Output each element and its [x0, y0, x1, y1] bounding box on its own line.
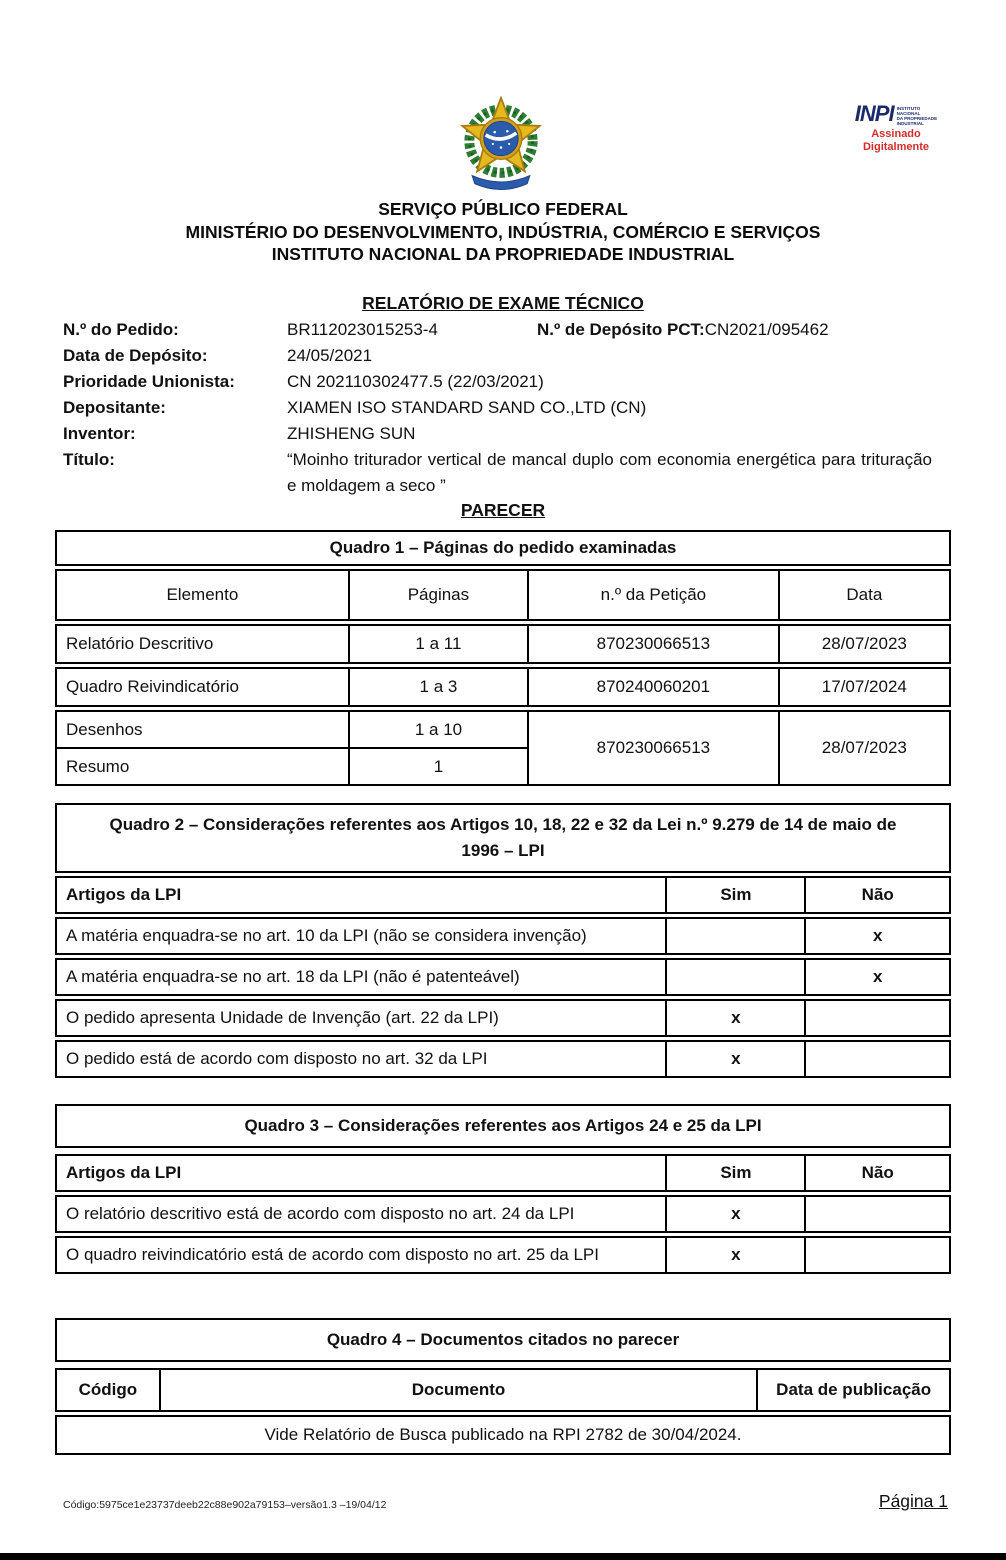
prioridade-label: Prioridade Unionista: [63, 372, 235, 391]
cell-nao [804, 1238, 949, 1272]
cell-peticao-merged: 870230066513 [527, 712, 778, 784]
quadro2-header-sim: Sim [665, 878, 804, 912]
cell-paginas: 1 [348, 749, 527, 784]
field-titulo [63, 447, 943, 499]
field-prioridade [63, 369, 943, 395]
field-deposito [63, 343, 943, 369]
cell-data: 28/07/2023 [778, 626, 949, 662]
field-depositante [63, 395, 943, 421]
report-title: RELATÓRIO DE EXAME TÉCNICO [362, 293, 644, 313]
table-row [55, 667, 951, 707]
quadro3-header-sim: Sim [665, 1156, 804, 1190]
quadro4-header-data-publicacao: Data de publicação [756, 1370, 949, 1410]
assinado-digitalmente-label: Assinado Digitalmente [862, 128, 929, 153]
inpi-logo-caption: INSTITUTO NACIONAL DA PROPRIEDADE INDUSTRIAL [896, 106, 938, 126]
field-inventor [63, 421, 943, 447]
cell-paginas: 1 a 11 [348, 626, 527, 662]
gov-header-line2: MINISTÉRIO DO DESENVOLVIMENTO, INDÚSTRIA, COMÉRCIO E SERVIÇOS [185, 221, 821, 242]
quadro1-title: Quadro 1 – Páginas do pedido examinadas [329, 538, 677, 557]
cell-paginas: 1 a 10 [348, 712, 527, 747]
table-row [57, 749, 527, 784]
merged-left-pane [57, 712, 527, 784]
cell-sim: x [665, 1001, 804, 1035]
quadro4-header-documento: Documento [159, 1370, 757, 1410]
quadro4-header-codigo: Código [78, 1380, 138, 1399]
cell-sim: x [665, 1197, 804, 1231]
field-pct [537, 317, 829, 343]
depositante-value: XIAMEN ISO STANDARD SAND CO.,LTD (CN) [287, 398, 647, 417]
inpi-logo-icon: INPI [854, 101, 894, 126]
quadro2-header-artigos: Artigos da LPI [66, 885, 182, 904]
table-row [55, 999, 951, 1037]
cell-artigo: O quadro reivindicatório está de acordo com disposto no art. 25 da LPI [66, 1245, 599, 1264]
bibliographic-fields [63, 317, 943, 499]
gov-header-line1: SERVIÇO PÚBLICO FEDERAL [378, 199, 628, 219]
quadro4-note-row [55, 1415, 951, 1455]
quadro3-title: Quadro 3 – Considerações referentes aos Artigos 24 e 25 da LPI [244, 1116, 762, 1135]
quadro4-note: Vide Relatório de Busca publicado na RPI 2782 de 30/04/2024. [264, 1425, 742, 1444]
cell-sim [665, 919, 804, 953]
quadro3-table [55, 1104, 951, 1274]
cell-elemento: Resumo [66, 756, 130, 776]
cell-nao: x [804, 919, 949, 953]
quadro1-header-elemento: Elemento [166, 585, 239, 604]
quadro1-title-row [55, 530, 951, 566]
cell-nao [804, 1001, 949, 1035]
cell-artigo: A matéria enquadra-se no art. 10 da LPI (não se considera invenção) [66, 926, 587, 945]
cell-nao [804, 1197, 949, 1231]
table-row [55, 917, 951, 955]
deposito-value: 24/05/2021 [287, 346, 373, 365]
quadro1-header-paginas: Páginas [348, 571, 527, 619]
inpi-digital-signature-stamp [826, 101, 966, 154]
scan-bottom-edge [0, 1553, 1006, 1560]
cell-nao [804, 1042, 949, 1076]
pct-value: CN2021/095462 [704, 320, 829, 339]
quadro3-title-row [55, 1104, 951, 1148]
cell-sim [665, 960, 804, 994]
brazil-coat-of-arms-icon [455, 96, 547, 200]
inventor-label: Inventor: [63, 424, 136, 443]
cell-peticao: 870230066513 [527, 626, 778, 662]
cell-sim: x [665, 1042, 804, 1076]
quadro4-header-row [55, 1368, 951, 1412]
gov-header [0, 198, 1006, 266]
gov-header-line3: INSTITUTO NACIONAL DA PROPRIEDADE INDUSTRIAL [271, 244, 735, 264]
table-row [57, 712, 527, 749]
table-row [55, 958, 951, 996]
cell-data-merged: 28/07/2023 [778, 712, 949, 784]
deposito-label: Data de Depósito: [63, 346, 208, 365]
parecer-heading: PARECER [460, 500, 546, 520]
cell-data: 17/07/2024 [778, 669, 949, 705]
inventor-value: ZHISHENG SUN [287, 424, 416, 443]
field-pedido [63, 317, 943, 343]
cell-elemento: Quadro Reivindicatório [66, 677, 239, 696]
quadro2-table [55, 803, 951, 1078]
cell-artigo: O pedido apresenta Unidade de Invenção (art. 22 da LPI) [66, 1008, 499, 1027]
cell-elemento: Relatório Descritivo [66, 634, 214, 653]
cell-sim: x [665, 1238, 804, 1272]
quadro2-title: Quadro 2 – Considerações referentes aos Artigos 10, 18, 22 e 32 da Lei n.º 9.279 de 14 de maio de 1996 – LPI [109, 815, 897, 860]
table-row [55, 1195, 951, 1233]
quadro2-title-row [55, 803, 951, 873]
table-row [55, 1236, 951, 1274]
pct-label: N.º de Depósito PCT: [537, 320, 705, 339]
quadro3-header-row [55, 1154, 951, 1192]
quadro3-header-artigos: Artigos da LPI [66, 1163, 182, 1182]
cell-artigo: A matéria enquadra-se no art. 18 da LPI (não é patenteável) [66, 967, 520, 986]
page-number: Página 1 [878, 1491, 948, 1511]
table-row [55, 1040, 951, 1078]
quadro1-header-data: Data [778, 571, 949, 619]
cell-elemento: Desenhos [66, 719, 143, 739]
cell-artigo: O pedido está de acordo com disposto no art. 32 da LPI [66, 1049, 488, 1068]
table-row-merged [55, 710, 951, 786]
quadro4-title: Quadro 4 – Documentos citados no parecer [326, 1330, 680, 1349]
quadro1-header-row [55, 569, 951, 621]
quadro2-header-nao: Não [804, 878, 949, 912]
cell-peticao: 870240060201 [527, 669, 778, 705]
titulo-value: “Moinho triturador vertical de mancal duplo com economia energética para trituração e moldagem a seco ” [287, 450, 932, 495]
depositante-label: Depositante: [63, 398, 166, 417]
quadro3-header-nao: Não [804, 1156, 949, 1190]
quadro4-table [55, 1318, 951, 1455]
prioridade-value: CN 202110302477.5 (22/03/2021) [287, 372, 544, 391]
cell-artigo: O relatório descritivo está de acordo com disposto no art. 24 da LPI [66, 1204, 575, 1223]
pedido-value: BR112023015253-4 [287, 320, 438, 339]
pedido-label: N.º do Pedido: [63, 320, 179, 339]
table-row [55, 624, 951, 664]
cell-paginas: 1 a 3 [348, 669, 527, 705]
quadro4-title-row [55, 1318, 951, 1362]
titulo-label: Título: [63, 450, 115, 469]
footer-code: Código:5975ce1e23737deeb22c88e902a79153–versão1.3 –19/04/12 [63, 1499, 387, 1511]
cell-nao: x [804, 960, 949, 994]
quadro1-header-peticao: n.º da Petição [527, 571, 778, 619]
quadro1-table [55, 530, 951, 786]
quadro2-header-row [55, 876, 951, 914]
